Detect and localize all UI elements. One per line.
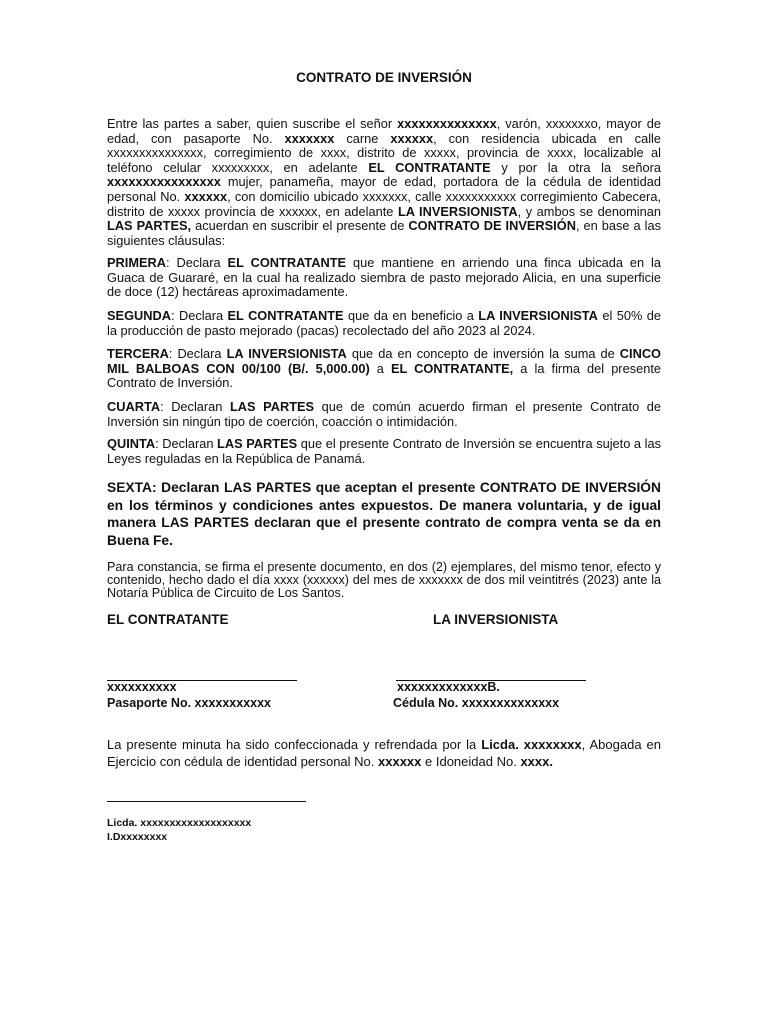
clause-text: que el presente Contrato de Inversión se encuentra sujeto a las Leyes reguladas en la República de Panamá. (107, 436, 661, 466)
party-term: LAS PARTES (229, 399, 315, 414)
clause-label: SEGUNDA (107, 308, 171, 323)
intro-paragraph (107, 117, 661, 248)
party-term: EL CONTRATANTE, (390, 360, 514, 376)
clause-text: : Declara (166, 255, 228, 270)
party-term: LA INVERSIONISTA (478, 308, 598, 323)
clause-text: : Declara (171, 308, 228, 323)
clause-label: SEXTA (107, 480, 152, 495)
passport-number: xxxxxxx (284, 130, 335, 146)
clause-text: que mantiene en arriendo una finca ubicada en la Guaca de Guararé, en la cual ha realizado siembra de pasto mejorado Alicia, en una superficie de doce (12) hectáreas aproximadamente. (107, 255, 661, 300)
lawyer-cedula: xxxxxx (378, 753, 422, 769)
party-term: LA INVERSIONISTA (397, 203, 518, 219)
intro-text: , con domicilio ubicado xxxxxxx, calle xxxxxxxxxxx corregimiento Cabecera, distrito de xxxxx provincia de xxxxxx, en adelante (107, 188, 661, 219)
intro-text: , en base a las siguientes cláusulas: (107, 218, 661, 248)
lawyer-signature-line (107, 801, 306, 802)
inversionista-signature-name: xxxxxxxxxxxxxB. (397, 680, 500, 694)
contract-term: CONTRATO DE INVERSIÓN (408, 218, 576, 234)
clause-text: : Declaran LAS PARTES que aceptan el presente CONTRATO DE INVERSIÓN en los términos y condiciones antes expuestos. De manera voluntaria, y de igual manera LAS PARTES declaran que el presente contrato de compra venta se da en Buena Fe. (107, 480, 661, 548)
clause-segunda (107, 309, 661, 338)
contratante-name: xxxxxxxxxxxxxx (397, 116, 497, 131)
intro-text: mujer, panameña, mayor de edad, portadora de la cédula de identidad personal No. (107, 174, 661, 204)
party-term: LAS PARTES (217, 436, 298, 451)
minuta-text: e Idoneidad No. (421, 753, 521, 769)
constancia-paragraph: Para constancia, se firma el presente documento, en dos (2) ejemplares, del mismo tenor, efecto y contenido, hecho dado el día xxxx (xxxxxx) del mes de xxxxxxx de dos mil veintitrés (2023) ante la Notaría Pública de Circuito de Los Santos. (107, 560, 661, 601)
clause-sexta (107, 479, 661, 549)
carne-number: xxxxxx (390, 130, 434, 146)
party-term: LAS PARTES, (107, 218, 192, 234)
clause-text: : Declaran (160, 399, 230, 414)
clause-cuarta (107, 400, 661, 429)
lawyer-signature-name: Licda. xxxxxxxxxxxxxxxxxxx (107, 817, 252, 829)
clause-text: el 50% de la producción de pasto mejorado (pacas) recolectado del año 2023 al 2024. (107, 308, 661, 338)
clause-text: : Declaran (155, 436, 218, 451)
minuta-text: La presente minuta ha sido confeccionada y refrendada por la (107, 737, 482, 752)
clause-primera (107, 256, 661, 300)
lawyer-signature-id: I.Dxxxxxxxx (107, 830, 168, 843)
clause-label: CUARTA (107, 399, 161, 414)
intro-text: , con residencia ubicada en calle xxxxxxxxxxxxxxx, corregimiento de xxxx, distrito de xxxxx, provincia de xxxx, localizable al teléfono celular xxxxxxxxx, en adelante (107, 130, 661, 175)
party-term: LA INVERSIONISTA (226, 346, 347, 361)
contratante-heading: EL CONTRATANTE (107, 612, 229, 627)
intro-text: Entre las partes a saber, quien suscribe el señor (107, 116, 398, 131)
inversionista-cedula: Cédula No. xxxxxxxxxxxxxx (393, 696, 560, 710)
intro-text: acuerdan en suscribir el presente de (191, 218, 409, 234)
minuta-text: , Abogada en Ejercicio con cédula de identidad personal No. (107, 737, 661, 769)
clause-text: que de común acuerdo firman el presente Contrato de Inversión sin ningún tipo de coerción, coacción o intimidación. (107, 399, 661, 429)
lawyer-signature-block (107, 817, 251, 844)
contratante-signature-block (107, 679, 271, 711)
clause-text: a la firma del presente Contrato de Inversión. (107, 360, 661, 391)
clause-text: que da en concepto de inversión la suma de (346, 346, 620, 361)
clause-text: que da en beneficio a (343, 308, 479, 323)
intro-text: carne (334, 130, 391, 146)
cedula-number: xxxxxx (184, 188, 228, 204)
lawyer-idoneidad: xxxx. (520, 753, 553, 769)
party-term: EL CONTRATANTE (227, 255, 347, 270)
clause-text: : Declara (168, 346, 227, 361)
inversionista-heading: LA INVERSIONISTA (433, 612, 559, 627)
contratante-signature-name: xxxxxxxxxx (107, 680, 177, 694)
intro-text: , varón, xxxxxxxo, mayor de edad, con pasaporte No. (107, 116, 662, 146)
intro-text: y por la otra la señora (490, 159, 661, 175)
contratante-passport: Pasaporte No. xxxxxxxxxxx (107, 696, 271, 710)
clause-text: a (369, 360, 391, 376)
party-term: EL CONTRATANTE (227, 308, 344, 323)
intro-text: , y ambos se denominan (517, 203, 661, 219)
inversionista-name: xxxxxxxxxxxxxxxx (107, 174, 221, 190)
clause-tercera (107, 347, 661, 391)
clause-label: QUINTA (107, 436, 156, 451)
clause-label: PRIMERA (107, 255, 167, 270)
clause-label: TERCERA (107, 346, 169, 361)
investment-amount: CINCO MIL BALBOAS CON 00/100 (B/. 5,000.00) (107, 346, 662, 376)
clause-quinta (107, 437, 661, 466)
party-term: EL CONTRATANTE (368, 159, 491, 175)
inversionista-signature-block (393, 679, 559, 711)
minuta-paragraph (107, 737, 661, 770)
document-title: CONTRATO DE INVERSIÓN (296, 70, 472, 85)
lawyer-name: Licda. xxxxxxxx (481, 737, 582, 752)
